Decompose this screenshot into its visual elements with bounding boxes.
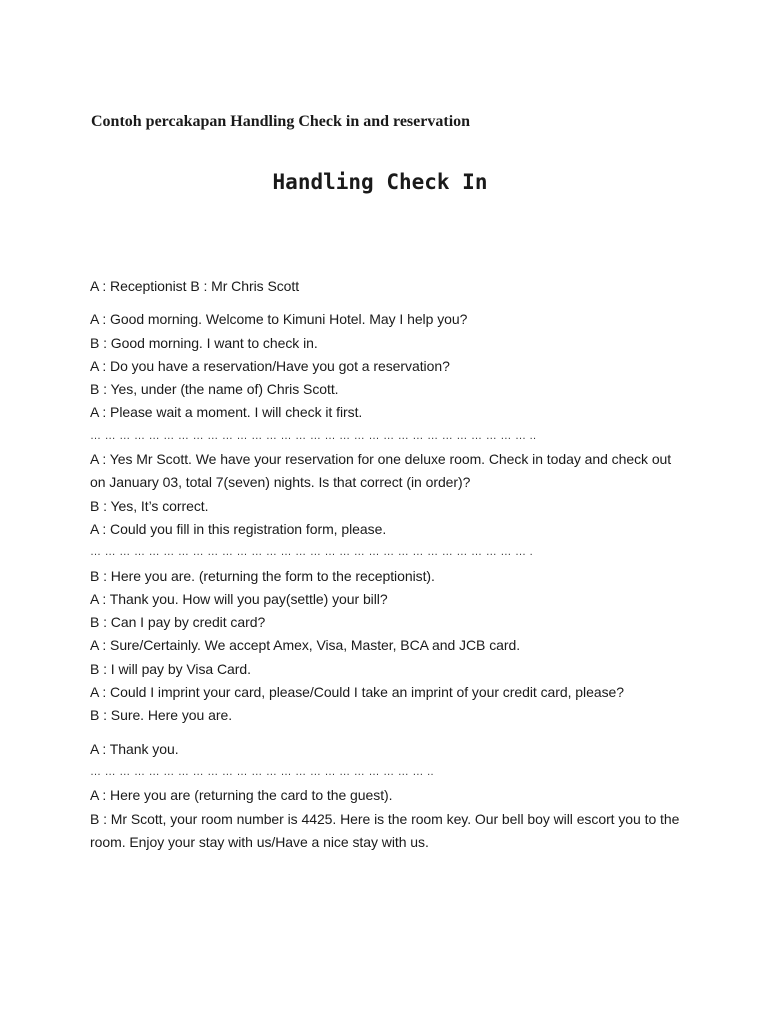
dialogue-body	[90, 275, 690, 854]
dialogue-line: A : Thank you.	[90, 740, 179, 757]
dialogue-line: B : Yes, under (the name of) Chris Scott.	[90, 381, 339, 398]
dialogue-line: B : Can I pay by credit card?	[90, 614, 266, 631]
dialogue-line: A : Sure/Certainly. We accept Amex, Visa, Master, BCA and JCB card.	[90, 637, 521, 654]
dialogue-line: A : Do you have a reservation/Have you got a reservation?	[90, 357, 450, 374]
ellipsis-separator: … … … … … … … … … … … … … … … … … … … … … … … … … … … … … … ..	[90, 429, 537, 442]
dialogue-line: A : Here you are (returning the card to the guest).	[90, 787, 393, 804]
dialogue-line: B : Yes, It’s correct.	[90, 497, 209, 514]
dialogue-line: A : Thank you. How will you pay(settle) your bill?	[90, 590, 388, 607]
dialogue-line: A : Could you fill in this registration form, please.	[90, 520, 387, 537]
ellipsis-separator: … … … … … … … … … … … … … … … … … … … … … … … … … … … … … … .	[90, 546, 534, 559]
dialogue-line: B : Mr Scott, your room number is 4425. Here is the room key. Our bell boy will escort you to the room. Enjoy your stay with us/Have a nice stay with us.	[90, 810, 680, 850]
dialogue-line: A : Could I imprint your card, please/Could I take an imprint of your credit card, please?	[90, 684, 624, 701]
dialogue-line: A : Please wait a moment. I will check it first.	[90, 404, 363, 421]
document-title: Handling Check In	[272, 170, 488, 194]
document-subtitle: Contoh percakapan Handling Check in and reservation	[91, 113, 471, 130]
dialogue-line: B : I will pay by Visa Card.	[90, 660, 251, 677]
dialogue-line: A : Yes Mr Scott. We have your reservation for one deluxe room. Check in today and check out on January 03, total 7(seven) nights. Is that correct (in order)?	[90, 451, 672, 491]
roles-text: A : Receptionist B : Mr Chris Scott	[90, 278, 300, 294]
dialogue-block-1	[90, 308, 690, 727]
dialogue-line: B : Here you are. (returning the form to the receptionist).	[90, 567, 435, 584]
roles-line	[90, 275, 690, 298]
dialogue-line: B : Good morning. I want to check in.	[90, 334, 318, 351]
dialogue-block-2	[90, 738, 690, 854]
dialogue-line: B : Sure. Here you are.	[90, 707, 233, 724]
dialogue-line: A : Good morning. Welcome to Kimuni Hotel. May I help you?	[90, 311, 468, 328]
ellipsis-separator: … … … … … … … … … … … … … … … … … … … … … … … ..	[90, 765, 434, 778]
